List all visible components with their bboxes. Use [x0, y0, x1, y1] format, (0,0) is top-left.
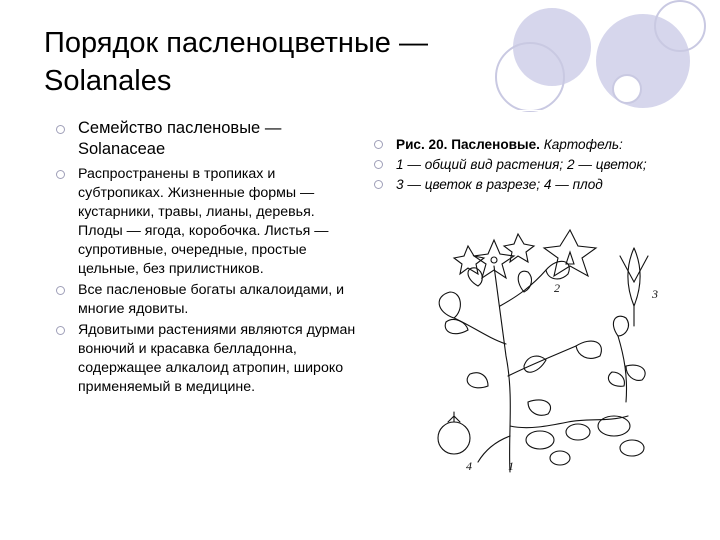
leaf [445, 320, 468, 334]
plant-branch [508, 346, 576, 376]
bullet-text: Все пасленовые богаты алкалоидами, и многие ядовиты. [78, 282, 345, 317]
bullet-marker [56, 286, 65, 295]
figure-label-3: 3 [652, 287, 658, 301]
figure-label-2: 2 [554, 281, 560, 295]
root [478, 436, 510, 462]
flower-section [620, 256, 648, 282]
caption-text: 1 — общий вид растения; 2 — цветок; [396, 157, 647, 172]
tuber [526, 431, 554, 449]
flower-detail [566, 252, 574, 264]
figure-label-4: 4 [466, 459, 472, 473]
bullet-text: Ядовитыми растениями являются дурман вонючий и красавка белладонна, содержащее алкалоид атропин, широко применяемый в медицине. [78, 322, 356, 395]
bullet-marker [374, 140, 383, 149]
plant-stem [494, 266, 510, 472]
leaf [626, 365, 645, 380]
caption-subject: Картофель: [539, 137, 623, 152]
decor-circle-5 [612, 74, 642, 104]
decor-circle-4 [654, 0, 706, 52]
caption-line-2 [374, 156, 664, 173]
divider [44, 110, 684, 111]
tuber [550, 451, 570, 465]
bullet-family [56, 118, 356, 160]
caption-list [374, 136, 664, 196]
leaf [467, 373, 488, 388]
bullet-alkaloids [56, 281, 356, 319]
left-bullet-list [56, 118, 356, 399]
tuber [620, 440, 644, 456]
bullet-text: Семейство пасленовые — Solanaceae [78, 119, 282, 158]
bullet-text: Распространены в тропиках и субтропиках. Жизненные формы — кустарники, травы, лианы, деревья. Плоды — ягода, коробочка. Листья — супротивные, очередные, простые цельные, без прилистников. [78, 166, 329, 277]
root [510, 416, 628, 428]
tuber [566, 424, 590, 440]
bullet-marker [374, 180, 383, 189]
fruit [438, 422, 470, 454]
flower [504, 234, 534, 262]
fruit-stalk [448, 412, 460, 422]
slide-title: Порядок пасленоцветные — Solanales [44, 27, 428, 97]
caption-line-3 [374, 176, 664, 193]
leaf [518, 271, 531, 292]
potato-plant-illustration [428, 226, 680, 474]
leaf [439, 292, 460, 318]
leaf [608, 372, 624, 386]
bullet-marker [56, 170, 65, 179]
plant-branch [500, 270, 546, 306]
caption-figure-title: Рис. 20. Пасленовые. [396, 137, 540, 152]
bullet-marker [56, 125, 65, 134]
bullet-marker [56, 326, 65, 335]
bullet-poisonous [56, 321, 356, 397]
figure-label-1: 1 [508, 459, 514, 473]
caption-text: 3 — цветок в разрезе; 4 — плод [396, 177, 603, 192]
leaf [576, 341, 601, 358]
plant-branch [618, 336, 627, 402]
bullet-marker [374, 160, 383, 169]
leaf [613, 316, 628, 336]
flower-section [628, 248, 640, 306]
flower-center [491, 257, 497, 263]
caption-line-1 [374, 136, 664, 153]
bullet-distribution [56, 165, 356, 279]
leaf [468, 268, 482, 286]
leaf [528, 400, 551, 415]
leaf [524, 356, 546, 372]
